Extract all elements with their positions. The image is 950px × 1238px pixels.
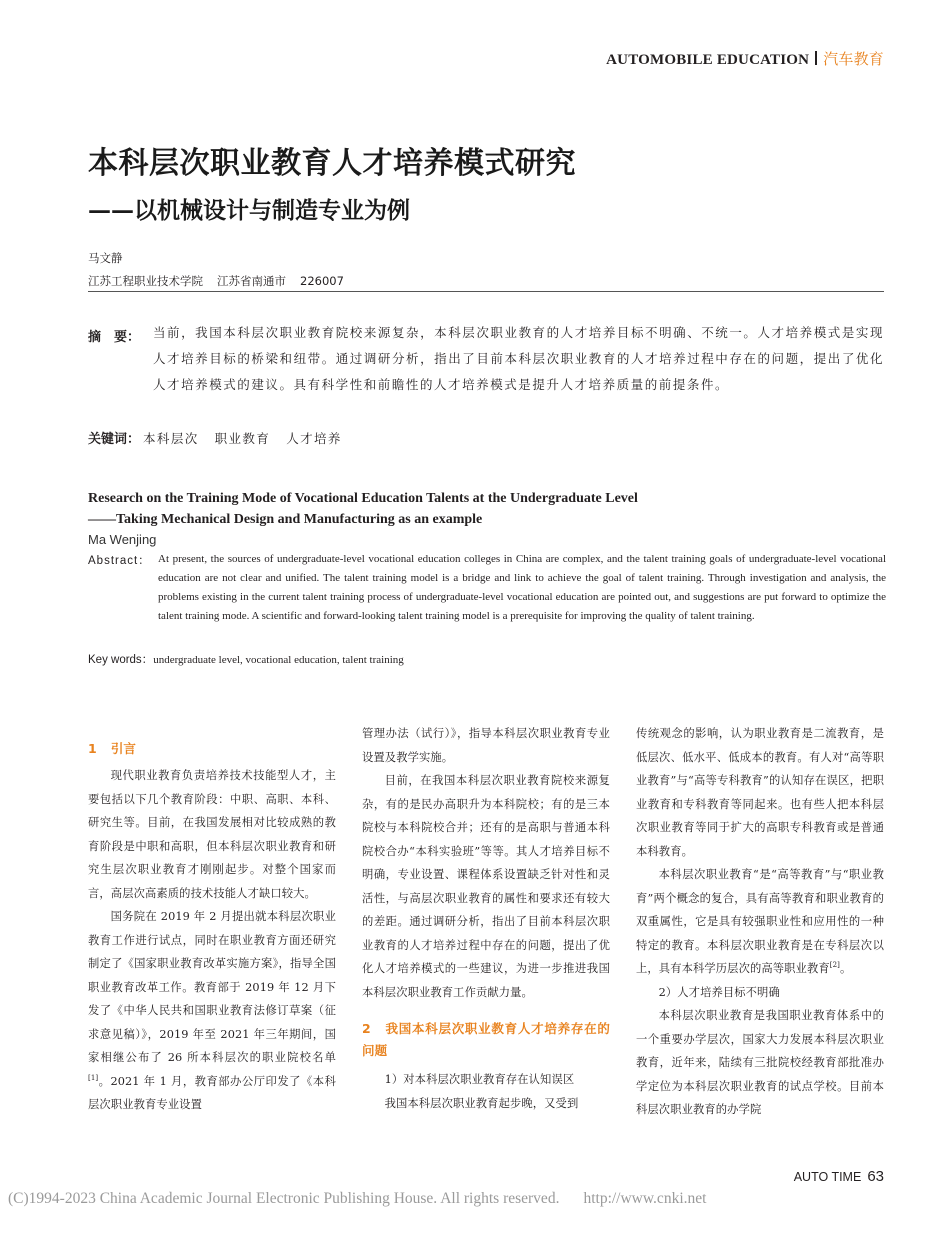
journal-section-cn: 汽车教育: [823, 50, 884, 68]
keywords-cn: [88, 428, 342, 447]
journal-header: [606, 48, 884, 69]
page-number: 63: [867, 1168, 884, 1185]
header-separator: [815, 51, 817, 65]
paragraph-continued: 传统观念的影响，认为职业教育是二流教育，是低层次、低水平、低成本的教育。有人对“高等职业教育”与“高等专科教育”的认知存在误区，把职业教育和专科教育等同起来。也有些人把本科层次职业教育等同于扩大的高职专科教育或是普通本科教育。: [636, 727, 884, 858]
body-column-1: [88, 738, 336, 1117]
copyright-text: (C)1994-2023 China Academic Journal Electronic Publishing House. All rights reserved.: [8, 1190, 560, 1207]
keyword-cn-1: 本科层次: [143, 431, 199, 446]
page-footer: [794, 1166, 884, 1185]
list-item: 2）人才培养目标不明确: [658, 985, 780, 999]
body-column-2: [362, 722, 610, 1115]
citation-ref-2: [2]: [829, 961, 840, 969]
paper-subtitle: ——以机械设计与制造专业为例: [88, 197, 410, 224]
abstract-cn-label: 摘 要：: [88, 330, 141, 345]
section-1-heading: 1 引言: [88, 741, 137, 756]
magazine-name: AUTO TIME: [793, 1170, 862, 1184]
english-author: Ma Wenjing: [88, 532, 157, 547]
paragraph: 本科层次职业教育“是“高等教育”与“职业教育”两个概念的复合，具有高等教育和职业教育的双重属性，它是具有较强职业性和应用性的一种特定的教育。本科层次职业教育是在专科层次以上，具有本科学历层次的高等职业教育[2]。: [636, 868, 884, 975]
keywords-cn-label: 关键词：: [88, 432, 141, 447]
paragraph: 国务院在 2019 年 2 月提出就本科层次职业教育工作进行试点，同时在职业教育方面还研究制定了《国家职业教育改革实施方案》，指导全国职业教育改革工作。教育部于 2019 年 12 月下发了《中华人民共和国职业教育法修订草案（征求意见稿）》，2019 年至 2021 年三年期间，国家相继公布了 26 所本科层次的职业院校名单[1]。2021 年 1 月，教育部办公厅印发了《本科层次职业教育专业设置: [88, 910, 336, 1111]
keywords-en-label: Key words：: [88, 654, 154, 666]
list-item: 1）对本科层次职业教育存在认知误区: [384, 1073, 575, 1086]
paragraph-continued: 管理办法（试行）》，指导本科层次职业教育专业设置及教学实施。: [362, 727, 610, 764]
english-subtitle: ——Taking Mechanical Design and Manufacturing as an example: [88, 512, 483, 527]
paragraph: 本科层次职业教育是我国职业教育体系中的一个重要办学层次，国家大力发展本科层次职业教育，近年来，陆续有三批院校经教育部批准办学定位为本科层次职业教育的试点学校。目前本科层次职业教育的办学院: [636, 1009, 884, 1116]
keywords-en: [88, 648, 404, 667]
citation-ref-1: [1]: [88, 1073, 99, 1082]
paper-title: 本科层次职业教育人才培养模式研究: [88, 146, 576, 181]
abstract-cn-text: 当前，我国本科层次职业教育院校来源复杂，本科层次职业教育的人才培养目标不明确、不统一。人才培养模式是实现人才培养目标的桥梁和纽带。通过调研分析，指出了目前本科层次职业教育的人才培养过程中存在的问题，提出了优化人才培养模式的建议。具有科学性和前瞻性的人才培养模式是提升人才培养质量的前提条件。: [153, 325, 884, 392]
author-name: 马文静: [88, 251, 123, 265]
abstract-cn: [88, 326, 884, 398]
affiliation-institute: 江苏工程职业技术学院: [88, 274, 203, 288]
keyword-cn-3: 人才培养: [286, 431, 342, 446]
affiliation-city: 江苏省南通市: [217, 274, 286, 288]
paragraph: 目前，在我国本科层次职业教育院校来源复杂，有的是民办高职升为本科院校；有的是三本院校与本科院校合并；还有的是高职与普通本科院校合办“本科实验班”等等。其人才培养目标不明确，专业设置、课程体系设置缺乏针对性和灵活性，与高层次职业教育的属性和要求还有较大的差距。通过调研分析，指出了目前本科层次职业教育的人才培养过程中存在的问题，提出了优化人才培养模式的一些建议，为进一步推进我国本科层次职业教育工作贡献力量。: [362, 774, 610, 999]
header-divider: [88, 291, 884, 292]
abstract-en: [88, 552, 886, 626]
section-2-heading: 2 我国本科层次职业教育人才培养存在的问题: [362, 1021, 610, 1058]
paragraph: 现代职业教育负责培养技术技能型人才，主要包括以下几个教育阶段：中职、高职、本科、研究生等。目前，在我国发展相对比较成熟的教育阶段是中职和高职，但本科层次职业教育和研究生层次职业教育才刚刚起步。对整个国家而言，高层次高素质的技术技能人才缺口较大。: [88, 769, 336, 900]
affiliation-postcode: 226007: [300, 274, 344, 288]
author-affiliation: [88, 273, 344, 289]
cnki-url: http://www.cnki.net: [583, 1190, 707, 1207]
keywords-en-text: undergraduate level, vocational education, talent training: [153, 654, 404, 666]
journal-name-en: AUTOMOBILE EDUCATION: [606, 52, 810, 68]
abstract-en-text: At present, the sources of undergraduate-level vocational education colleges in China are complex, and the talent training goals of undergraduate-level vocational education are not clear and unified. The talent training model is a bridge and link to achieve the goal of talent training. Through investigation and analysis, the problems existing in the current talent training process of undergraduate-level vocational education are pointed out, and suggestions are put forward to optimize the talent training mode. A scientific and forward-looking talent training model is a prerequisite for improving the quality of talent training.: [158, 553, 886, 622]
paragraph: 我国本科层次职业教育起步晚，又受到: [384, 1096, 579, 1110]
copyright-watermark: [8, 1190, 706, 1208]
english-title: Research on the Training Mode of Vocational Education Talents at the Undergraduate Level: [88, 491, 638, 506]
keyword-cn-2: 职业教育: [214, 431, 271, 446]
body-column-3: [636, 722, 884, 1122]
abstract-en-label: Abstract：: [88, 555, 151, 567]
